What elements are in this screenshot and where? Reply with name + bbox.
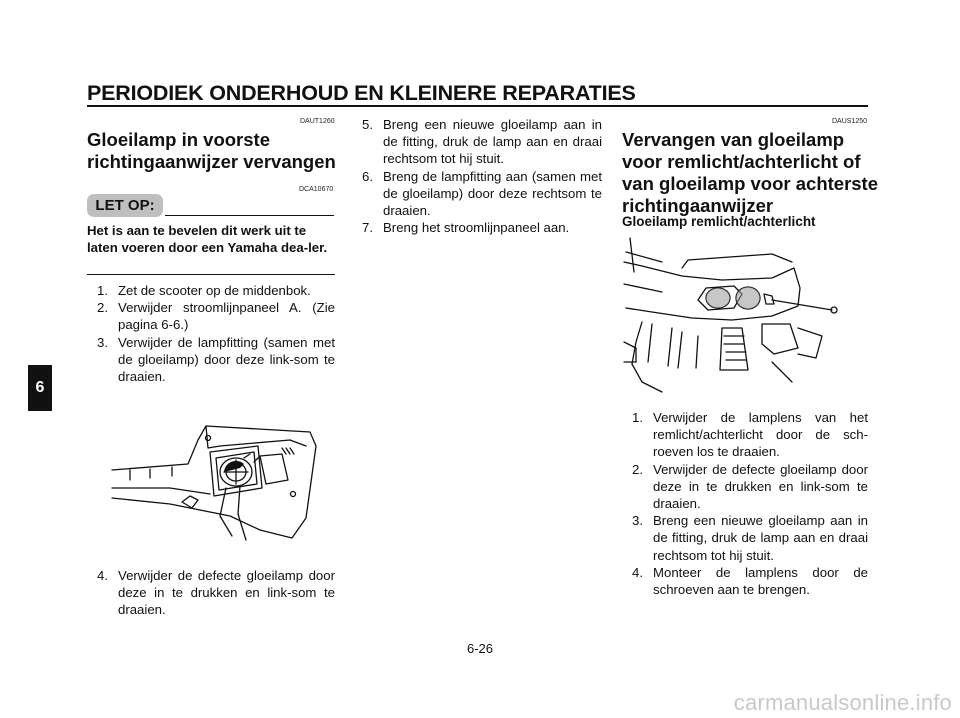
caution-text: Het is aan te bevelen dit werk uit te laten voeren door een Yamaha dea-ler.	[87, 223, 328, 255]
step-number: 7.	[362, 220, 373, 236]
step-text: Breng een nieuwe gloeilamp aan in de fitting, druk de lamp aan en draai rechtsom tot hij stuit.	[383, 117, 602, 167]
title-line: richtingaanwijzer	[622, 195, 774, 216]
subsection-title: Gloeilamp remlicht/achterlicht	[622, 214, 816, 229]
caution-rule	[165, 215, 334, 216]
step-list	[97, 567, 335, 619]
list-item	[97, 282, 335, 299]
title-line: richtingaanwijzer vervangen	[87, 151, 336, 172]
section-code: DAUS1250	[832, 118, 868, 125]
step-list	[97, 282, 335, 385]
step-text: Breng een nieuwe gloeilamp aan in de fitting, druk de lamp aan en draai rechtsom tot hij stuit.	[653, 513, 868, 563]
section-title	[622, 129, 882, 217]
section-title	[87, 129, 347, 173]
watermark: carmanualsonline.info	[733, 690, 952, 715]
step-number: 2.	[632, 461, 643, 477]
step-text: Zet de scooter op de middenbok.	[118, 283, 311, 298]
list-item	[632, 512, 868, 564]
step-number: 4.	[632, 564, 643, 580]
tail-light-illustration	[622, 232, 844, 402]
list-item	[632, 461, 868, 513]
page-header-title: PERIODIEK ONDERHOUD EN KLEINERE REPARATIES	[87, 81, 636, 105]
title-line: Vervangen van gloeilamp	[622, 129, 845, 150]
turn-signal-socket-illustration	[110, 418, 322, 544]
list-item	[632, 409, 868, 461]
caution-label: LET OP:	[87, 194, 163, 217]
list-item	[362, 219, 602, 236]
step-text: Verwijder de defecte gloeilamp door deze in te drukken en link-som te draaien.	[653, 461, 868, 512]
page-number: 6-26	[466, 641, 494, 656]
step-number: 1.	[632, 410, 643, 425]
list-item	[362, 168, 602, 220]
step-number: 3.	[632, 513, 643, 529]
step-list	[362, 116, 602, 236]
chapter-tab: 6	[28, 365, 52, 411]
step-number: 2.	[97, 300, 108, 316]
list-item	[97, 567, 335, 619]
step-number: 3.	[97, 334, 108, 350]
title-line: Gloeilamp in voorste	[87, 129, 270, 150]
step-text: Breng het stroomlijnpaneel aan.	[383, 220, 570, 236]
section-code: DAUT1260	[300, 118, 335, 125]
list-item	[97, 299, 335, 333]
header-rule	[87, 105, 868, 107]
step-number: 1.	[97, 283, 108, 298]
list-item	[632, 564, 868, 598]
caution-bottom-rule	[87, 274, 335, 275]
list-item	[362, 116, 602, 168]
title-line: voor remlicht/achterlicht of	[622, 151, 861, 172]
step-number: 6.	[362, 168, 373, 184]
step-text: Verwijder de defecte gloeilamp door deze in te drukken en link-som te draaien.	[118, 568, 335, 618]
step-list	[632, 409, 868, 598]
step-number: 4.	[97, 568, 108, 583]
step-number: 5.	[362, 117, 373, 132]
step-text: Breng de lampfitting aan (samen met de gloeilamp) door deze rechtsom te draaien.	[383, 168, 602, 219]
step-text: Verwijder stroomlijnpaneel A. (Zie pagina 6-6.)	[118, 300, 335, 333]
list-item	[97, 334, 335, 386]
caution-code: DCA10670	[299, 186, 334, 193]
step-text: Verwijder de lamplens van het remlicht/achterlicht door de sch-roeven los te draaien.	[653, 410, 868, 460]
step-text: Verwijder de lampfitting (samen met de gloeilamp) door deze link-som te draaien.	[118, 334, 335, 385]
title-line: van gloeilamp voor achterste	[622, 173, 879, 194]
step-text: Monteer de lamplens door de schroeven aan te brengen.	[653, 564, 868, 598]
